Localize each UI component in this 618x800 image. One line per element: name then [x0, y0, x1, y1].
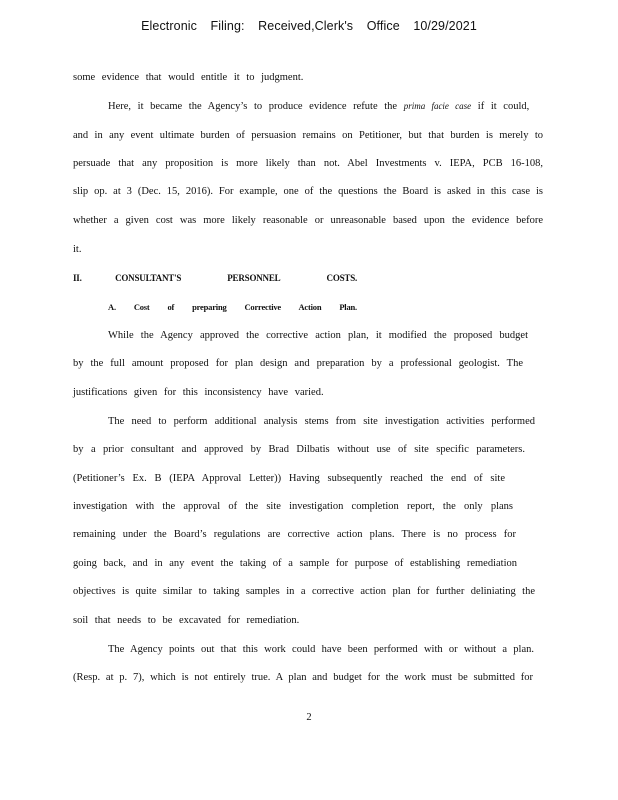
- body-line-12: by a prior consultant and approved by Brad Dilbatis without use of site specific parameters.: [73, 444, 525, 455]
- section-heading-ii: II. CONSULTANT'S PERSONNEL COSTS.: [73, 273, 358, 283]
- body-line-8: While the Agency approved the corrective action plan, it modified the proposed budget: [108, 330, 528, 341]
- body-line-10: justifications given for this inconsistency have varied.: [73, 387, 324, 398]
- body-line-20: (Resp. at p. 7), which is not entirely true. A plan and budget for the work must be submitted for: [73, 672, 533, 683]
- body-line-15: remaining under the Board’s regulations are corrective action plans. There is no process for: [73, 529, 516, 540]
- body-line-18: soil that needs to be excavated for remediation.: [73, 615, 300, 626]
- body-line-14: investigation with the approval of the site investigation completion report, the only plans: [73, 501, 513, 512]
- body-line-11: The need to perform additional analysis stems from site investigation activities performed: [108, 416, 535, 427]
- body-line-2: Here, it became the Agency’s to produce evidence refute the prima facie case if it could,: [108, 101, 530, 112]
- body-line-17: objectives is quite similar to taking samples in a corrective action plan for further deliniating the: [73, 586, 535, 597]
- body-line-6: whether a given cost was more likely reasonable or unreasonable based upon the evidence before: [73, 215, 543, 226]
- body-line-1: some evidence that would entitle it to judgment.: [73, 72, 304, 83]
- body-line-13: (Petitioner’s Ex. B (IEPA Approval Letter)) Having subsequently reached the end of site: [73, 473, 505, 484]
- italic-phrase: prima facie case: [403, 101, 472, 111]
- subsection-heading-a: A. Cost of preparing Corrective Action Plan.: [108, 302, 357, 312]
- page-number: 2: [306, 712, 312, 723]
- body-line-9: by the full amount proposed for plan design and preparation by a professional geologist. The: [73, 358, 523, 369]
- body-line-3: and in any event ultimate burden of persuasion remains on Petitioner, but that burden is merely to: [73, 130, 543, 141]
- body-line-4: persuade that any proposition is more likely than not. Abel Investments v. IEPA, PCB 16-108,: [73, 158, 543, 169]
- filing-header: Electronic Filing: Received,Clerk's Office 10/29/2021: [141, 19, 477, 33]
- body-line-7: it.: [73, 244, 82, 255]
- body-line-5: slip op. at 3 (Dec. 15, 2016). For example, one of the questions the Board is asked in this case is: [73, 186, 543, 197]
- body-line-19: The Agency points out that this work could have been performed with or without a plan.: [108, 644, 534, 655]
- body-line-16: going back, and in any event the taking of a sample for purpose of establishing remediation: [73, 558, 517, 569]
